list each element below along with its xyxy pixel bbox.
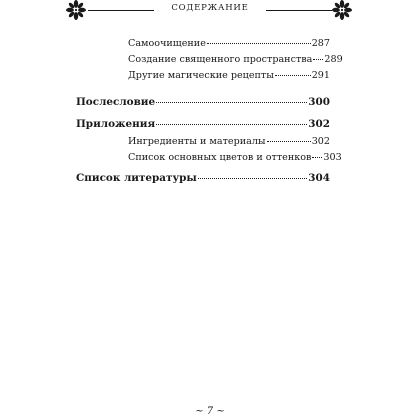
toc-entry-label: Список литературы [76, 172, 197, 184]
dot-leader [207, 42, 311, 44]
running-header [0, 0, 420, 22]
toc-entry-page: 289 [324, 54, 343, 65]
toc-entry-label: Список основных цветов и оттенков [128, 152, 312, 163]
toc-entry-colors[interactable] [128, 152, 342, 168]
toc-entry-bibliography[interactable] [76, 172, 330, 190]
toc-entry-label: Ингредиенты и материалы [128, 136, 266, 147]
toc-entry-label: Самоочищение [128, 38, 206, 49]
toc-entry-page: 302 [311, 136, 330, 147]
toc-entry-page: 287 [311, 38, 330, 49]
toc-entry-page: 291 [311, 70, 330, 81]
toc-entry-ingredients[interactable] [128, 136, 330, 152]
toc-entry-page: 304 [308, 172, 330, 184]
page-number: ~ 7 ~ [195, 406, 225, 417]
toc-entry-appendix[interactable] [76, 118, 330, 136]
toc-entry-label: Другие магические рецепты [128, 70, 274, 81]
toc-entry-label: Приложения [76, 118, 156, 130]
header-rule-right [266, 10, 332, 11]
toc-entry-label: Послесловие [76, 96, 156, 108]
dot-leader [267, 140, 311, 142]
toc-entry-label: Создание священного пространства [128, 54, 313, 65]
dot-leader [275, 74, 311, 76]
table-of-contents [76, 38, 343, 190]
toc-entry-page: 303 [323, 152, 342, 163]
dot-leader [198, 177, 307, 179]
toc-entry-page: 300 [308, 96, 330, 108]
dot-leader [156, 101, 307, 103]
dot-leader [312, 156, 322, 158]
header-title: СОДЕРЖАНИЕ [171, 3, 249, 13]
toc-entry-self-purification[interactable] [128, 38, 330, 54]
flower-ornament-icon [332, 0, 352, 20]
toc-entry-afterword[interactable] [76, 96, 330, 114]
dot-leader [313, 58, 323, 60]
toc-entry-other-recipes[interactable] [128, 70, 330, 86]
toc-entry-sacred-space[interactable] [128, 54, 343, 70]
toc-entry-page: 302 [308, 118, 330, 130]
dot-leader [156, 123, 307, 125]
